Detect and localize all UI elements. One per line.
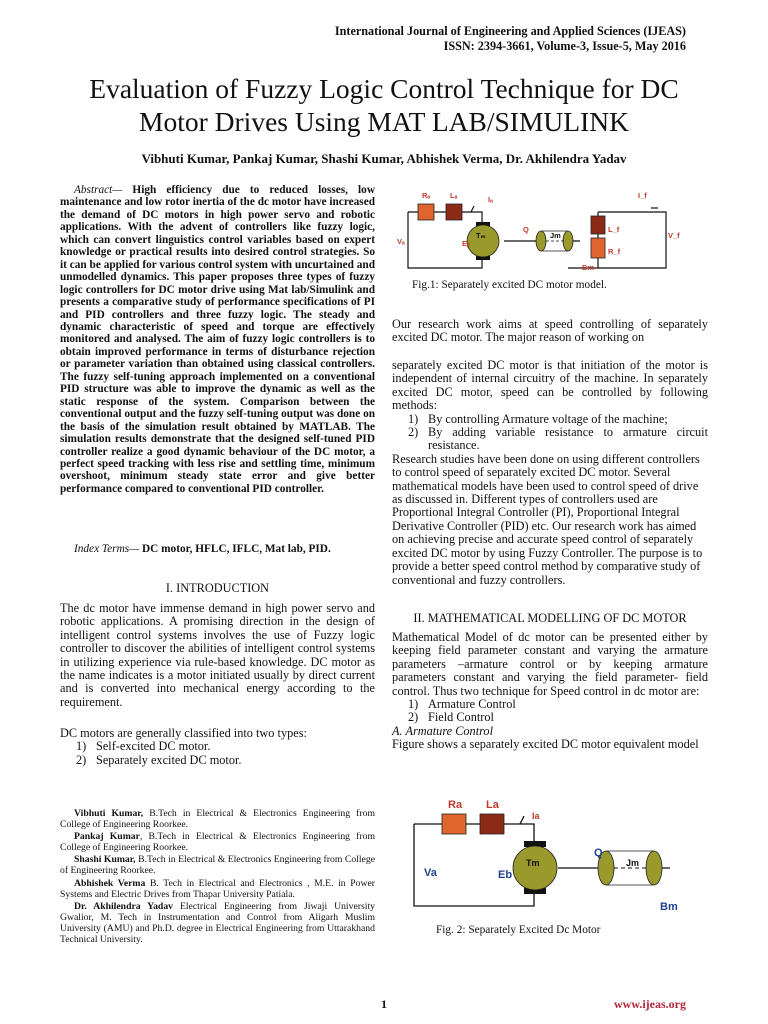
control-technique-list bbox=[392, 698, 708, 725]
fig1-label-lf: L_f bbox=[608, 225, 620, 234]
list-item: 1) Self-excited DC motor. bbox=[76, 739, 211, 754]
list-item: 2) Separately excited DC motor. bbox=[76, 752, 242, 767]
fig1-label-ra: Rₐ bbox=[422, 191, 431, 200]
list-item: 1) By controlling Armature voltage of the machine; bbox=[408, 411, 668, 426]
section-2-heading: II. MATHEMATICAL MODELLING OF DC MOTOR bbox=[413, 611, 687, 625]
intro-paragraph-2 bbox=[60, 727, 375, 767]
journal-name: International Journal of Engineering and Applied Sciences (IJEAS) bbox=[334, 24, 686, 38]
paper-title-line-1: Evaluation of Fuzzy Logic Control Technique for DC bbox=[89, 73, 679, 104]
index-terms-text: DC motor, HFLC, IFLC, Mat lab, PID. bbox=[139, 543, 331, 555]
figure-1-caption: Fig.1: Separately excited DC motor model. bbox=[412, 279, 607, 291]
fig2-label-va: Va bbox=[424, 867, 437, 879]
footnote: Abhishek Verma B. Tech in Electrical and Electronics , M.E. in Power Systems and Electric Drives from Thapar University Patiala. bbox=[60, 877, 375, 900]
armature-resistor bbox=[442, 814, 466, 834]
fig1-label-tm: Tₘ bbox=[476, 231, 486, 240]
fig1-label-q: Q bbox=[523, 225, 529, 234]
fig1-label-rf: R_f bbox=[608, 247, 621, 256]
methods-lead: separately excited DC motor is that initiation of the motor is independent of internal circuitry of the machine. In separately excited DC motor, speed can be controlled by following methods: bbox=[392, 358, 708, 413]
load-disc-left bbox=[536, 231, 546, 251]
armature-control-heading: A. Armature Control bbox=[392, 723, 493, 738]
fig1-label-bm: Bm bbox=[582, 263, 595, 272]
footnote: Shashi Kumar, B.Tech in Electrical & Electronics Engineering from College of Engineering Roorkee. bbox=[60, 854, 375, 877]
fig1-label-ia: Iₐ bbox=[488, 195, 493, 204]
fig1-label-va: Vₐ bbox=[397, 237, 405, 246]
fig1-label-jm: Jm bbox=[550, 231, 561, 240]
speed-control-section bbox=[392, 359, 708, 587]
field-resistor bbox=[591, 238, 605, 258]
footnote: Dr. Akhilendra Yadav Electrical Engineering from Jiwaji University Gwalior, M. Tech in Instrumentation and Control from Aligarh Muslim University (AMU) and Ph.D. degree in Electrical Engineering from Uttarakhand Technical University. bbox=[60, 900, 375, 946]
footnote: Vibhuti Kumar, B.Tech in Electrical & Electronics Engineering from College of Engineering Roorkee. bbox=[60, 808, 376, 831]
fig2-label-q: Q bbox=[594, 847, 603, 859]
fig2-label-tm: Tm bbox=[526, 858, 540, 868]
fig2-label-jm: Jm bbox=[626, 858, 640, 868]
fig1-label-la: Lₐ bbox=[450, 191, 458, 200]
fig2-label-bm: Bm bbox=[660, 901, 678, 913]
research-aim-paragraph: Our research work aims at speed controlling of separately excited DC motor. The major reason of working on bbox=[392, 317, 708, 345]
fig2-label-eb: Eb bbox=[498, 869, 513, 881]
fig1-label-vf: V_f bbox=[668, 231, 680, 240]
abstract-label: Abstract— bbox=[74, 184, 123, 196]
fig2-label-la: La bbox=[486, 799, 499, 811]
load-disc-right bbox=[563, 231, 573, 251]
paper-title bbox=[40, 72, 728, 138]
fig2-label-ra: Ra bbox=[448, 799, 463, 811]
figure-intro-paragraph: Figure shows a separately excited DC motor equivalent model bbox=[392, 737, 699, 752]
journal-header bbox=[335, 24, 686, 54]
journal-url[interactable]: www.ijeas.org bbox=[614, 997, 686, 1011]
intro-heading: I. INTRODUCTION bbox=[165, 581, 270, 595]
paper-title-line-2: Motor Drives Using MAT LAB/SIMULINK bbox=[139, 106, 629, 137]
math-model-section bbox=[392, 631, 708, 752]
list-item: 1) Armature Control bbox=[408, 697, 516, 712]
abstract-text: High efficiency due to reduced losses, low maintenance and low rotor inertia of the dc motor have increased the demand of DC motors in high power servo and robotic applications. With the advent of controllers like fuzzy logic, which can convert linguistics control variables based on expert knowledge or practical results into desired control strategies. So it can be applied for various control system with uncurtained and unmodelled dynamics. This paper proposes three types of fuzzy logic controllers for DC motor drive using Mat lab/Simulink and presents a comparative study of performance specifications of PI and PID controllers and three fuzzy logic. The steady and dynamic characteristic of speed and torque are effectively monitored and analysed. The aim of fuzzy logic controllers is to obtain improved performance in terms of disturbance rejection or parameter variation than obtained using classical controllers. The fuzzy self-tuning approach implemented on a conventional PID structure was able to improve the dynamic as well as the static response of the system. Comparison between the conventional output and the fuzzy self-tuning output was done on the basis of the simulation result obtained by MATLAB. The simulation results demonstrate that the designed self-tuned PID controller realize a good dynamic behaviour of the DC motor, a perfect speed tracking with less rise and settling time, minimum overshoot, minimum steady state error and give better performance compared to conventional PID controller. bbox=[60, 184, 375, 495]
figure-2-caption: Fig. 2: Separately Excited Dc Motor bbox=[436, 924, 601, 936]
author-footnotes bbox=[60, 808, 375, 946]
intro-types-lead: DC motors are generally classified into two types: bbox=[60, 726, 307, 740]
index-terms bbox=[60, 543, 375, 555]
armature-inductor bbox=[446, 204, 462, 220]
armature-resistor bbox=[418, 204, 434, 220]
list-item: 2) By adding variable resistance to armature circuit resistance. bbox=[408, 425, 708, 453]
load-disc-right bbox=[646, 851, 662, 885]
research-studies-paragraph: Research studies have been done on using different controllers to control speed of separately excited DC motor. Several mathematical models have been used to control speed of drive as discussed in. Different types of controllers used are Proportional Integral Controller (PI), Proportional Integral Derivative Controller (PID) etc. Our research work has aimed on achieving precise and accurate speed control of separately excited DC motor by using Fuzzy Controller. The purpose is to provide a better speed control method by comparative study of conventional and fuzzy controllers. bbox=[392, 451, 703, 587]
fig1-label-eb: Eᵦ bbox=[462, 239, 470, 248]
page-number: 1 bbox=[381, 997, 387, 1011]
author-list: Vibhuti Kumar, Pankaj Kumar, Shashi Kumar, Abhishek Verma, Dr. Akhilendra Yadav bbox=[141, 151, 627, 166]
journal-issn: ISSN: 2394-3661, Volume-3, Issue-5, May 2016 bbox=[443, 39, 686, 53]
motor-type-list bbox=[60, 740, 375, 767]
motor-armature bbox=[467, 225, 499, 257]
speed-control-methods bbox=[392, 413, 708, 453]
index-terms-label: Index Terms— bbox=[74, 543, 140, 555]
math-model-paragraph: Mathematical Model of dc motor can be presented either by keeping field parameter constant and varying the armature parameters –armature control or by keeping armature parameters constant and varying the field parameter- field control. Thus two technique for Speed control in dc motor are: bbox=[392, 630, 708, 698]
list-item: 2) Field Control bbox=[408, 710, 494, 725]
abstract bbox=[60, 184, 375, 495]
field-inductor bbox=[591, 216, 605, 234]
intro-paragraph-1: The dc motor have immense demand in high power servo and robotic applications. A promising direction in the design of intelligent control systems involves the use of Fuzzy logic controller to discover the abilities of intelligent control systems in utilizing experience via rule-based knowledge. DC motor as the name indicates is a motor initiated usually by direct current and is converted into mechanical energy according to the requirement. bbox=[60, 601, 375, 709]
figure-2-circuit bbox=[404, 794, 704, 918]
armature-inductor bbox=[480, 814, 504, 834]
motor-armature bbox=[513, 846, 557, 890]
figure-1-circuit bbox=[396, 186, 708, 278]
footnote: Pankaj Kumar, B.Tech in Electrical & Electronics Engineering from College of Engineering Roorkee. bbox=[60, 831, 376, 854]
fig1-label-if: I_f bbox=[638, 191, 647, 200]
fig2-label-ia: Ia bbox=[532, 811, 540, 821]
